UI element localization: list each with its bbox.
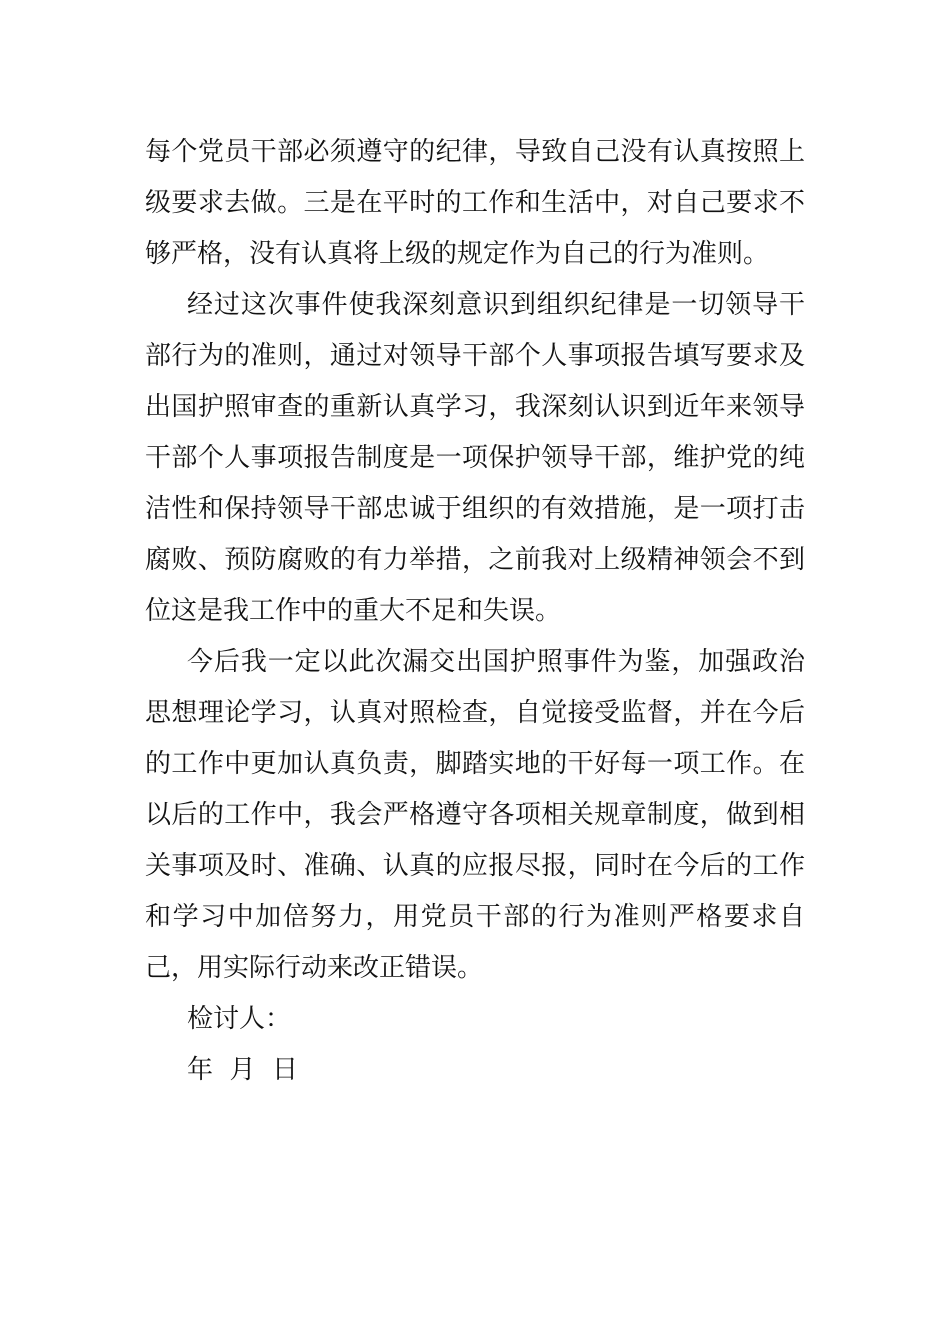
signature-label: 检讨人： <box>187 1004 292 1034</box>
paragraph-continuation: 每个党员干部必须遵守的纪律，导致自己没有认真按照上级要求去做。三是在平时的工作和生活中，对自己要求不够严格，没有认真将上级的规定作为自己的行为准则。 <box>145 137 805 269</box>
document-body <box>145 127 805 1096</box>
date-line: 年 月 日 <box>187 1055 299 1085</box>
paragraph-commitment: 今后我一定以此次漏交出国护照事件为鉴，加强政治思想理论学习，认真对照检查，自觉接受监督，并在今后的工作中更加认真负责，脚踏实地的干好每一项工作。在以后的工作中，我会严格遵守各项相关规章制度，做到相关事项及时、准确、认真的应报尽报，同时在今后的工作和学习中加倍努力，用党员干部的行为准则严格要求自己，用实际行动来改正错误。 <box>145 647 805 983</box>
paragraph-reflection: 经过这次事件使我深刻意识到组织纪律是一切领导干部行为的准则，通过对领导干部个人事项报告填写要求及出国护照审查的重新认真学习，我深刻认识到近年来领导干部个人事项报告制度是一项保护领导干部，维护党的纯洁性和保持领导干部忠诚于组织的有效措施，是一项打击腐败、预防腐败的有力举措，之前我对上级精神领会不到位这是我工作中的重大不足和失误。 <box>145 290 805 626</box>
